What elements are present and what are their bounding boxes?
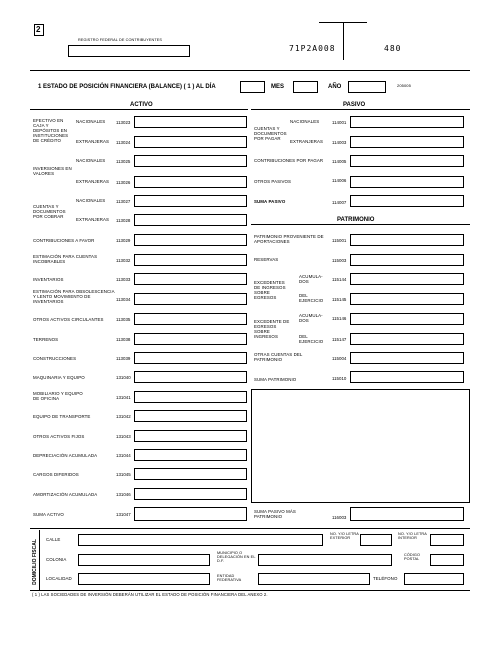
inversiones-nac-label: NACIONALES (76, 158, 106, 163)
inversiones-ext-input[interactable] (134, 176, 247, 188)
exc-acumulados-input[interactable] (350, 273, 464, 285)
activo-row-label: AMORTIZACIÓN ACUMULADA (33, 492, 98, 497)
exc-acumulados-code: 115144 (332, 277, 347, 282)
rfc-input[interactable] (68, 45, 190, 57)
pasivo-nac-label: NACIONALES (290, 119, 320, 124)
calle-input[interactable] (78, 534, 323, 546)
suma-patrimonio-input[interactable] (350, 371, 464, 383)
localidad-label: LOCALIDAD (46, 576, 72, 581)
suma-pasivo-code: 114007 (332, 200, 347, 205)
activo-header: ACTIVO (130, 102, 153, 108)
activo-row-code: 131043 (116, 434, 131, 439)
page-number: 2 (36, 25, 41, 34)
inversiones-label: INVERSIONES EN VALORES (33, 166, 72, 176)
municipio-input[interactable] (258, 554, 392, 566)
activo-row-input[interactable] (134, 313, 247, 325)
activo-row-label: DEPRECIACIÓN ACUMULADA (33, 453, 98, 458)
activo-row-label: MOBILIARIO Y EQUIPO DE OFICINA (33, 391, 83, 401)
activo-row-input[interactable] (134, 371, 247, 383)
activo-row-input[interactable] (134, 234, 247, 246)
pasivo-ext-input[interactable] (350, 136, 464, 148)
divider-top (30, 70, 470, 71)
divider-bottom (30, 590, 470, 591)
activo-row-code: 113032 (116, 258, 131, 263)
total-pasivo-patrimonio-label: SUMA PASIVO MÁS PATRIMONIO (254, 509, 296, 519)
codigo-postal-input[interactable] (430, 554, 464, 566)
contribuciones-pagar-code: 114005 (332, 159, 347, 164)
no-interior-input[interactable] (430, 534, 464, 546)
activo-row-code: 131045 (116, 472, 131, 477)
egr-acumulados-label: ACUMULA- DOS (299, 313, 323, 323)
pasivo-nac-input[interactable] (350, 116, 464, 128)
activo-row-input[interactable] (134, 488, 247, 500)
patrimonio-header: PATRIMONIO (337, 217, 375, 223)
egr-ejercicio-input[interactable] (350, 333, 464, 345)
activo-row-label: CARGOS DIFERIDOS (33, 472, 79, 477)
domicilio-side-label: DOMICILIO FISCAL (32, 539, 38, 585)
otros-pasivos-label: OTROS PASIVOS (254, 179, 292, 184)
blank-area (251, 389, 470, 503)
section-title: 1 ESTADO DE POSICIÓN FINANCIERA (BALANCE) ( 1 ) AL DÍA (38, 84, 216, 90)
header-tee-stem (343, 22, 344, 60)
inversiones-ext-code: 113026 (116, 180, 131, 185)
divider-pasivo (251, 109, 470, 110)
contribuciones-pagar-label: CONTRIBUCIONES POR PAGAR (254, 158, 324, 163)
aportaciones-input[interactable] (350, 234, 464, 246)
efectivo-nac-code: 113023 (116, 120, 131, 125)
activo-row-label: OTROS ACTIVOS CIRCULANTES (33, 317, 104, 322)
handwritten-number: 480 (384, 44, 402, 53)
egr-acumulados-input[interactable] (350, 313, 464, 325)
activo-row-input[interactable] (134, 430, 247, 442)
rfc-label: REGISTRO FEDERAL DE CONTRIBUYENTES (78, 38, 163, 42)
egr-ejercicio-label: DEL EJERCICIO (299, 334, 324, 344)
colonia-input[interactable] (78, 554, 210, 566)
activo-row-label: CONTRIBUCIONES A FAVOR (33, 238, 95, 243)
activo-row-code: 131041 (116, 395, 131, 400)
cuentas-nac-code: 113027 (116, 199, 131, 204)
cuentas-ext-code: 113028 (116, 218, 131, 223)
no-exterior-input[interactable] (360, 534, 392, 546)
activo-row-label: OTROS ACTIVOS FIJOS (33, 434, 85, 439)
cuentas-nac-input[interactable] (134, 195, 247, 207)
activo-row-label: MAQUINARIA Y EQUIPO (33, 375, 85, 380)
entidad-label: ENTIDAD FEDERATIVA (217, 574, 242, 583)
codigo-postal-label: CÓDIGO POSTAL (404, 553, 420, 562)
reservas-code: 115003 (332, 258, 347, 263)
day-input[interactable] (240, 81, 265, 93)
otros-pasivos-code: 114006 (332, 178, 347, 183)
month-label: MES (271, 84, 285, 90)
total-pasivo-patrimonio-code: 116003 (332, 515, 347, 520)
inversiones-ext-label: EXTRANJERAS (76, 179, 110, 184)
activo-row-input[interactable] (134, 333, 247, 345)
divider-patrimonio (251, 224, 470, 225)
form-reference: 205005 (397, 83, 411, 88)
activo-row-input[interactable] (134, 352, 247, 364)
municipio-label: MUNICIPIO O DELEGACIÓN EN EL D.F. (217, 551, 256, 564)
suma-activo-label: SUMA ACTIVO (33, 512, 64, 517)
activo-row-label: EQUIPO DE TRANSPORTE (33, 414, 91, 419)
otras-cuentas-code: 115004 (332, 356, 347, 361)
inversiones-nac-code: 113025 (116, 159, 131, 164)
cuentas-ext-input[interactable] (134, 214, 247, 226)
pasivo-cuentas-label: CUENTAS Y DOCUMENTOS POR PAGAR (254, 126, 287, 141)
exc-ejercicio-label: DEL EJERCICIO (299, 293, 324, 303)
efectivo-nac-label: NACIONALES (76, 119, 106, 124)
activo-row-input[interactable] (134, 468, 247, 480)
activo-row-code: 113034 (116, 297, 131, 302)
contribuciones-pagar-input[interactable] (350, 155, 464, 167)
excedente-egresos-label: EXCEDENTE DE EGRESOS SOBRE INGRESOS (254, 319, 290, 339)
efectivo-ext-input[interactable] (134, 136, 247, 148)
efectivo-ext-code: 113024 (116, 140, 131, 145)
pasivo-header: PASIVO (343, 102, 366, 108)
activo-row-input[interactable] (134, 410, 247, 422)
exc-acumulados-label: ACUMULA- DOS (299, 274, 323, 284)
divider-activo (30, 109, 248, 110)
footnote: ( 1 ) LAS SOCIEDADES DE INVERSIÓN DEBERÁN UTILIZAR EL ESTADO DE POSICIÓN FINANCIERA DEL ANEXO 2. (32, 592, 268, 597)
activo-row-input[interactable] (134, 391, 247, 403)
activo-row-label: ESTIMACIÓN PARA CUENTAS INCOBRABLES (33, 254, 98, 264)
egr-ejercicio-code: 115147 (332, 337, 347, 342)
suma-activo-input[interactable] (134, 507, 247, 521)
suma-pasivo-input[interactable] (350, 195, 464, 207)
domicilio-side-rule (39, 530, 40, 590)
activo-row-input[interactable] (134, 273, 247, 285)
localidad-input[interactable] (78, 573, 210, 585)
activo-row-code: 113033 (116, 277, 131, 282)
aportaciones-label: PATRIMONIO PROVENIENTE DE APORTACIONES (254, 234, 324, 244)
no-exterior-label: NO. Y/O LETRA EXTERIOR (330, 532, 359, 540)
pasivo-nac-code: 114001 (332, 120, 347, 125)
activo-row-input[interactable] (134, 293, 247, 305)
pasivo-ext-code: 114003 (332, 140, 347, 145)
activo-row-code: 113029 (116, 238, 131, 243)
otros-pasivos-input[interactable] (350, 176, 464, 188)
cuentas-cobrar-label: CUENTAS Y DOCUMENTOS POR COBRAR (33, 204, 66, 219)
pasivo-ext-label: EXTRANJERAS (290, 139, 324, 144)
activo-row-code: 131044 (116, 453, 131, 458)
activo-row-label: TERRENOS (33, 337, 59, 342)
suma-patrimonio-label: SUMA PATRIMONIO (254, 377, 297, 382)
divider-domicilio (30, 528, 470, 529)
reservas-label: RESERVAS (254, 257, 279, 262)
activo-row-label: ESTIMACIÓN PARA OBSOLESCENCIA Y LENTO MOVIMIENTO DE INVENTARIOS (33, 289, 115, 304)
efectivo-ext-label: EXTRANJERAS (76, 139, 110, 144)
exc-ejercicio-code: 115145 (332, 297, 347, 302)
cuentas-ext-label: EXTRANJERAS (76, 217, 110, 222)
efectivo-label: EFECTIVO EN CAJA Y DEPÓSITOS EN INSTITUCIONES DE CRÉDITO (33, 118, 69, 143)
telefono-input[interactable] (404, 573, 464, 585)
efectivo-nac-input[interactable] (134, 116, 247, 128)
activo-row-code: 131042 (116, 414, 131, 419)
total-pasivo-patrimonio-input[interactable] (350, 507, 464, 521)
egr-acumulados-code: 115146 (332, 316, 347, 321)
otras-cuentas-label: OTRAS CUENTAS DEL PATRIMONIO (254, 352, 303, 362)
colonia-label: COLONIA (46, 557, 67, 562)
reservas-input[interactable] (350, 254, 464, 266)
calle-label: CALLE (46, 537, 61, 542)
aportaciones-code: 115001 (332, 238, 347, 243)
excedentes-label: EXCEDENTES DE INGRESOS SOBRE EGRESOS (254, 280, 286, 300)
entidad-input[interactable] (258, 573, 370, 585)
activo-row-input[interactable] (134, 254, 247, 266)
year-input[interactable] (348, 81, 386, 93)
activo-row-input[interactable] (134, 449, 247, 461)
activo-row-code: 113039 (116, 356, 131, 361)
activo-row-code: 113038 (116, 337, 131, 342)
no-interior-label: NO. Y/O LETRA INTERIOR (398, 532, 427, 540)
inversiones-nac-input[interactable] (134, 155, 247, 167)
activo-row-code: 131046 (116, 492, 131, 497)
cuentas-nac-label: NACIONALES (76, 198, 106, 203)
year-label: AÑO (328, 84, 342, 90)
activo-row-code: 113035 (116, 317, 131, 322)
month-input[interactable] (293, 81, 318, 93)
activo-row-code: 131040 (116, 375, 131, 380)
exc-ejercicio-input[interactable] (350, 293, 464, 305)
suma-pasivo-label: SUMA PASIVO (254, 199, 286, 204)
suma-activo-code: 131047 (116, 512, 131, 517)
handwritten-code: 71P2A008 (289, 44, 336, 53)
suma-patrimonio-code: 115010 (332, 376, 347, 381)
activo-row-label: INVENTARIOS (33, 277, 64, 282)
otras-cuentas-input[interactable] (350, 352, 464, 364)
activo-row-label: CONSTRUCCIONES (33, 356, 77, 361)
telefono-label: TELÉFONO (373, 576, 398, 581)
